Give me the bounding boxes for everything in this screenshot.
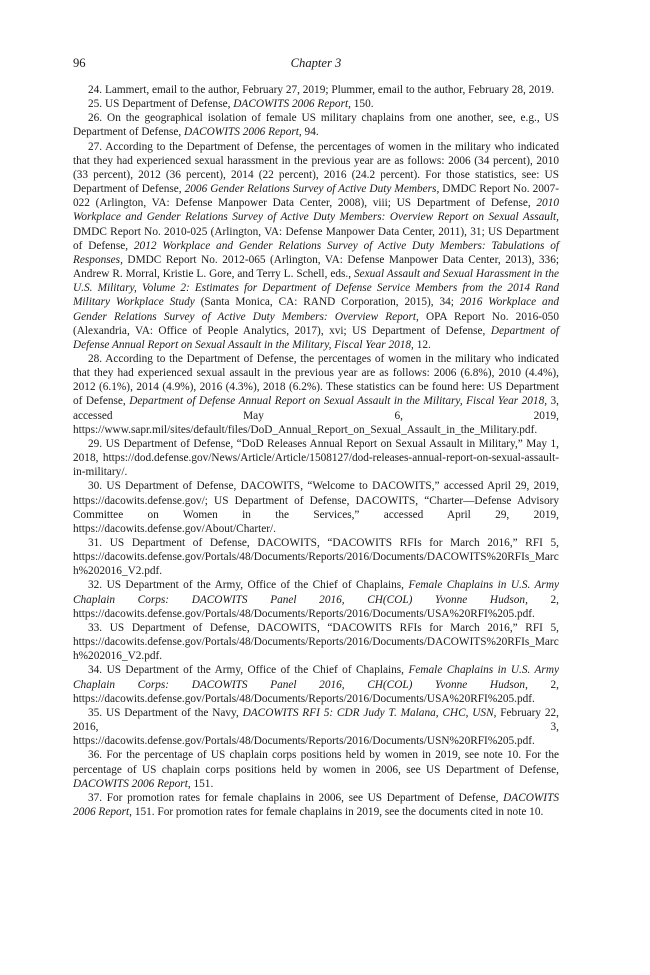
endnote-text: 12. (413, 338, 431, 351)
endnote-text: US Department of Defense, DACOWITS, “DACOWITS RFIs for March 2016,” RFI 5, https://dacowits.defense.gov/Portals/48/Documents/Reports/2016/Documents/DACOWITS%20RFIs_March%202016_V2.pdf. (73, 537, 559, 578)
endnote-text: US Department of Defense, (104, 98, 234, 111)
endnote (73, 663, 559, 705)
page-number: 96 (73, 56, 86, 70)
endnote-text: According to the Department of Defense, the percentages of women in the military who indicated that they had experienced sexual harassment in the previous year are as follows: 2006 (34 percent), 2010 (33 percent), 2012 (36 percent), 2014 (22 percent), 2016 (24.2 percent). For those statistics, see: US Department of Defense, (73, 140, 559, 196)
endnote-text: , 2, https://dacowits.defense.gov/Portals/48/Documents/Reports/2016/Documents/USA%20RFI%205.pdf. (73, 593, 559, 620)
endnote-number: 32. (88, 579, 103, 592)
endnote-text: On the geographical isolation of female US military chaplains from one another, see, e.g., US Department of Defense, (73, 112, 560, 139)
endnote-text: US Department of the Army, Office of the Chief of Chaplains, (106, 579, 409, 592)
endnote (73, 578, 559, 620)
endnote-text: US Department of Defense, “DoD Releases Annual Report on Sexual Assault in Military,” May 1, 2018, https://dod.defense.gov/News/Article/Article/1508127/dod-releases-annual-report-on-sexual-assault-in-military/. (73, 437, 559, 479)
chapter-title: Chapter 3 (290, 56, 342, 70)
endnote-title-italic: 2012 Workplace and Gender Relations Survey of Active Duty Members: Tabulations of Responses, (73, 239, 560, 266)
endnote-title-italic: 2006 Gender Relations Survey of Active Duty Members, (184, 183, 440, 196)
endnote-number: 36. (88, 749, 103, 762)
endnote-text: OPA Report No. 2016-050 (Alexandria, VA: Office of People Analytics, 2017), xvi; US Department of Defense, (73, 310, 559, 337)
endnote-number: 26. (88, 112, 103, 125)
endnote (73, 536, 559, 578)
endnote-title-italic: Female Chaplains in U.S. Army Chaplain Corps: DACOWITS Panel 2016, CH(COL) Yvonne Hudson (73, 664, 559, 691)
endnote-text: For promotion rates for female chaplains in 2006, see US Department of Defense, (106, 791, 504, 804)
endnote-text: US Department of the Navy, (105, 706, 243, 719)
running-head (73, 54, 559, 72)
endnote-title-italic: DACOWITS 2006 Report (73, 791, 559, 818)
endnote-number: 24. (88, 84, 103, 96)
endnote-title-italic: Sexual Assault and Sexual Harassment in the U.S. Military, Volume 2: Estimates for Department of Defense Service Members from the 2014 Rand Military Workplace Study (73, 268, 559, 309)
endnote-title-italic: Department of Defense Annual Report on Sexual Assault in the Military, Fiscal Year 2018, (73, 324, 560, 351)
endnote (73, 621, 559, 663)
endnote (73, 352, 559, 437)
endnote-number: 30. (88, 480, 103, 493)
endnote-number: 25. (88, 98, 103, 111)
endnote-text: US Department of Defense, DACOWITS, “Welcome to DACOWITS,” accessed April 29, 2019, https://dacowits.defense.gov/; US Department of Defense, DACOWITS, “Charter—Defense Advisory Committee on Women in the Services,” accessed April 29, 2019, https://dacowits.defense.gov/About/Charter/. (73, 480, 559, 535)
endnote-title-italic: 2010 Workplace and Gender Relations Survey of Active Duty Members: Overview Report on Sexual Assault, (73, 197, 559, 224)
endnote (73, 748, 559, 790)
endnote-text: For the percentage of US chaplain corps positions held by women in 2019, see note 10. For the percentage of US chaplain corps positions held by women in 2006, see US Department of Defense, (73, 749, 559, 776)
endnote-text: According to the Department of Defense, the percentages of women in the military who indicated that they had experienced sexual assault in the previous year are as follows: 2006 (6.8%), 2010 (4.4%), 2012 (6.1%), 2014 (4.9%), 2016 (4.3%), 2018 (6.2%). These statistics can be found here: US Department of Defense, (73, 352, 559, 408)
endnote-title-italic: 2016 Workplace and Gender Relations Survey of Active Duty Members: Overview Report, (73, 296, 559, 323)
endnote (73, 791, 559, 819)
endnote (73, 97, 559, 111)
endnote-number: 29. (88, 437, 103, 450)
endnote-title-italic: DACOWITS 2006 Report (73, 777, 188, 790)
endnote-number: 28. (88, 352, 103, 365)
endnote (73, 140, 559, 352)
endnote-text: US Department of the Army, Office of the Chief of Chaplains, (106, 664, 409, 677)
endnote-text: , 2, https://dacowits.defense.gov/Portals/48/Documents/Reports/2016/Documents/USA%20RFI%205.pdf. (73, 678, 559, 705)
endnote-text: US Department of Defense, DACOWITS, “DACOWITS RFIs for March 2016,” RFI 5, https://dacowits.defense.gov/Portals/48/Documents/Reports/2016/Documents/DACOWITS%20RFIs_March%202016_V2.pdf. (73, 621, 559, 663)
endnote-text: , 151. For promotion rates for female chaplains in 2019, see the documents cited in note 10. (129, 805, 544, 818)
endnote-number: 33. (88, 621, 103, 634)
endnote-title-italic: DACOWITS RFI 5: CDR Judy T. Malana, CHC, USN, (242, 706, 497, 719)
endnote-text: DMDC Report No. 2010-025 (Arlington, VA: Defense Manpower Data Center, 2011), 31; US Department of Defense, (73, 225, 559, 252)
endnote (73, 479, 559, 536)
endnote-text: , 151. (187, 777, 214, 790)
endnote-number: 31. (88, 537, 103, 549)
endnote (73, 437, 559, 479)
endnote-number: 37. (88, 791, 103, 804)
endnote (73, 706, 559, 748)
endnote-number: 27. (88, 140, 103, 153)
endnotes-list (73, 83, 559, 819)
endnote-title-italic: DACOWITS 2006 Report (184, 126, 299, 139)
endnote-number: 35. (88, 706, 103, 719)
endnote-title-italic: Female Chaplains in U.S. Army Chaplain Corps: DACOWITS Panel 2016, CH(COL) Yvonne Hudson (73, 579, 559, 606)
endnote-text: , 150. (348, 98, 374, 111)
endnote-text: DMDC Report No. 2007-022 (Arlington, VA: Defense Manpower Data Center, 2008), viii; US Department of Defense, (73, 183, 559, 210)
endnote-text: , 94. (298, 126, 319, 139)
endnote (73, 83, 559, 97)
endnote-text: Lammert, email to the author, February 27, 2019; Plummer, email to the author, February 28, 2019. (104, 84, 555, 96)
endnote-text: DMDC Report No. 2012-065 (Arlington, VA: Defense Manpower Data Center, 2013), 336; Andrew R. Morral, Kristie L. Gore, and Terry L. Schell, eds., (73, 253, 559, 281)
endnote-text: (Santa Monica, CA: RAND Corporation, 2015), 34; (194, 296, 460, 309)
endnote-number: 34. (88, 664, 103, 677)
endnote (73, 111, 559, 139)
endnote-text: 3, accessed May 6, 2019, https://www.sapr.mil/sites/default/files/DoD_Annual_Report_on_Sexual_Assault_in_the_Military.pdf. (73, 395, 560, 436)
endnote-text: February 22, 2016, 3, https://dacowits.defense.gov/Portals/48/Documents/Reports/2016/Documents/USN%20RFI%205.pdf. (73, 706, 559, 748)
endnote-title-italic: Department of Defense Annual Report on Sexual Assault in the Military, Fiscal Year 2018, (129, 395, 548, 408)
endnote-title-italic: DACOWITS 2006 Report (233, 98, 349, 111)
